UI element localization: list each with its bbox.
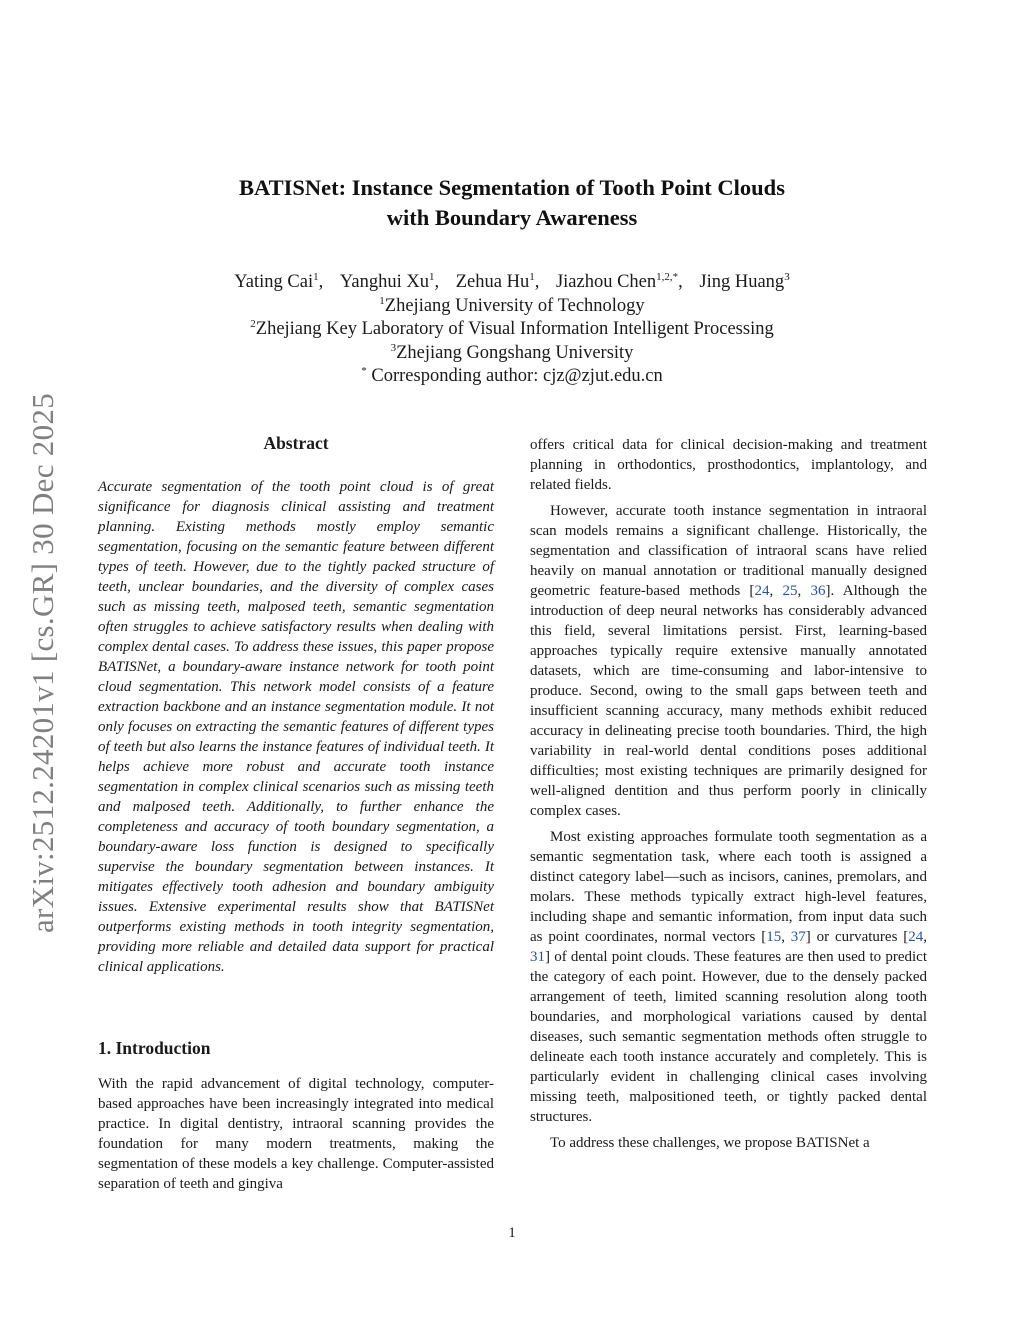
author: Yanghui Xu$^1$,: [339, 271, 440, 292]
paper-title-line-1: BATISNet: Instance Segmentation of Tooth Point Clouds: [239, 175, 785, 200]
author: Jing Huang$^3$: [699, 271, 790, 292]
corresponding-author: * Corresponding author: cjz@zjut.edu.cn: [361, 365, 663, 386]
citation-link[interactable]: 24: [754, 583, 770, 599]
introduction-paragraph: However, accurate tooth instance segmentation in intraoral scan models remains a significant challenge. Historically, the segmentation and classification of intraoral scans have relied heavily on manual annotation or traditional manually designed geometric feature-based methods [24, 25, 36]. Although the introduction of deep neural networks has considerably advanced this field, several limitations persist. First, learning-based approaches typically require extensive manually annotated datasets, which are time-consuming and labor-intensive to produce. Second, owing to the small gaps between teeth and insufficient scanning accuracy, many methods exhibit reduced accuracy in delineating precise tooth boundaries. Third, the high variability in real-world dental conditions poses additional difficulties; most existing techniques are primarily designed for well-aligned dentition and thus perform poorly in clinically complex cases.: [530, 503, 928, 819]
citation-link[interactable]: 37: [790, 929, 806, 945]
citation-link[interactable]: 36: [810, 583, 826, 599]
citation-link[interactable]: 31: [530, 949, 545, 965]
author: Zehua Hu$^1$,: [455, 271, 540, 292]
abstract-heading: Abstract: [263, 433, 329, 453]
author: Yating Cai$^1$,: [234, 271, 324, 292]
introduction-paragraph: With the rapid advancement of digital technology, computer-based approaches have been increasingly integrated into medical practice. In digital dentistry, intraoral scanning provides the foundation for many modern treatments, making the segmentation of these models a key challenge. Computer-assisted separation of teeth and gingiva: [98, 1076, 494, 1192]
author-list: [0, 270, 1024, 294]
abstract-paragraph: Accurate segmentation of the tooth point cloud is of great significance for diagnosis clinical assisting and treatment planning. Existing methods mostly employ semantic segmentation, focusing on the semantic feature between different types of teeth. However, due to the tightly packed structure of teeth, unclear boundaries, and the diversity of complex cases such as missing teeth, malposed teeth, semantic segmentation often struggles to achieve satisfactory results when dealing with complex dental cases. To address these issues, this paper propose BATISNet, a boundary-aware instance network for tooth point cloud segmentation. This network model consists of a feature extraction backbone and an instance segmentation module. It not only focuses on extracting the semantic features of different types of teeth but also learns the instance features of individual teeth. It helps achieve more robust and accurate tooth instance segmentation in complex clinical scenarios such as missing teeth and malposed teeth. Additionally, to further enhance the completeness and accuracy of tooth boundary segmentation, a boundary-aware loss function is designed to specifically supervise the boundary segmentation between instances. It mitigates effectively tooth adhesion and boundary ambiguity issues. Extensive experimental results show that BATISNet outperforms existing methods in tooth integrity segmentation, providing more reliable and detailed data support for practical clinical applications.: [98, 479, 494, 975]
affiliation: $^1$Zhejiang University of Technology: [379, 295, 645, 316]
page-number: 1: [508, 1225, 516, 1241]
citation-link[interactable]: 24: [908, 929, 924, 945]
author: Jiazhou Chen$^{1,2,*}$,: [555, 271, 683, 292]
introduction-paragraph: offers critical data for clinical decision-making and treatment planning in orthodontics, prosthodontics, implantology, and related fields.: [530, 437, 927, 493]
introduction-paragraph: To address these challenges, we propose BATISNet a: [550, 1135, 870, 1151]
introduction-left-column: [98, 1074, 494, 1194]
introduction-right-column: [530, 435, 927, 1159]
arxiv-stamp: arXiv:2512.24201v1 [cs.GR] 30 Dec 2025: [25, 392, 60, 934]
abstract-text: [98, 477, 494, 977]
affiliation: $^2$Zhejiang Key Laboratory of Visual Information Intelligent Processing: [250, 318, 774, 339]
citation-link[interactable]: 15: [766, 929, 782, 945]
introduction-paragraph: Most existing approaches formulate tooth segmentation as a semantic segmentation task, where each tooth is assigned a distinct category label—such as incisors, canines, premolars, and molars. These methods typically extract high-level features, including shape and semantic information, from input data such as point coordinates, normal vectors [15, 37] or curvatures [24, 31] of dental point clouds. These features are then used to predict the category of each point. However, due to the densely packed arrangement of teeth, limited scanning resolution along tooth boundaries, and morphological variations caused by dental diseases, such semantic segmentation methods often struggle to delineate each tooth instance accurately and completely. This is particularly evident in challenging clinical cases involving missing teeth, malpositioned teeth, or tightly packed dental structures.: [530, 829, 927, 1125]
paper-title-line-2: with Boundary Awareness: [386, 205, 638, 230]
introduction-heading: 1. Introduction: [98, 1038, 211, 1058]
citation-link[interactable]: 25: [782, 583, 798, 599]
affiliation: $^3$Zhejiang Gongshang University: [390, 342, 634, 363]
